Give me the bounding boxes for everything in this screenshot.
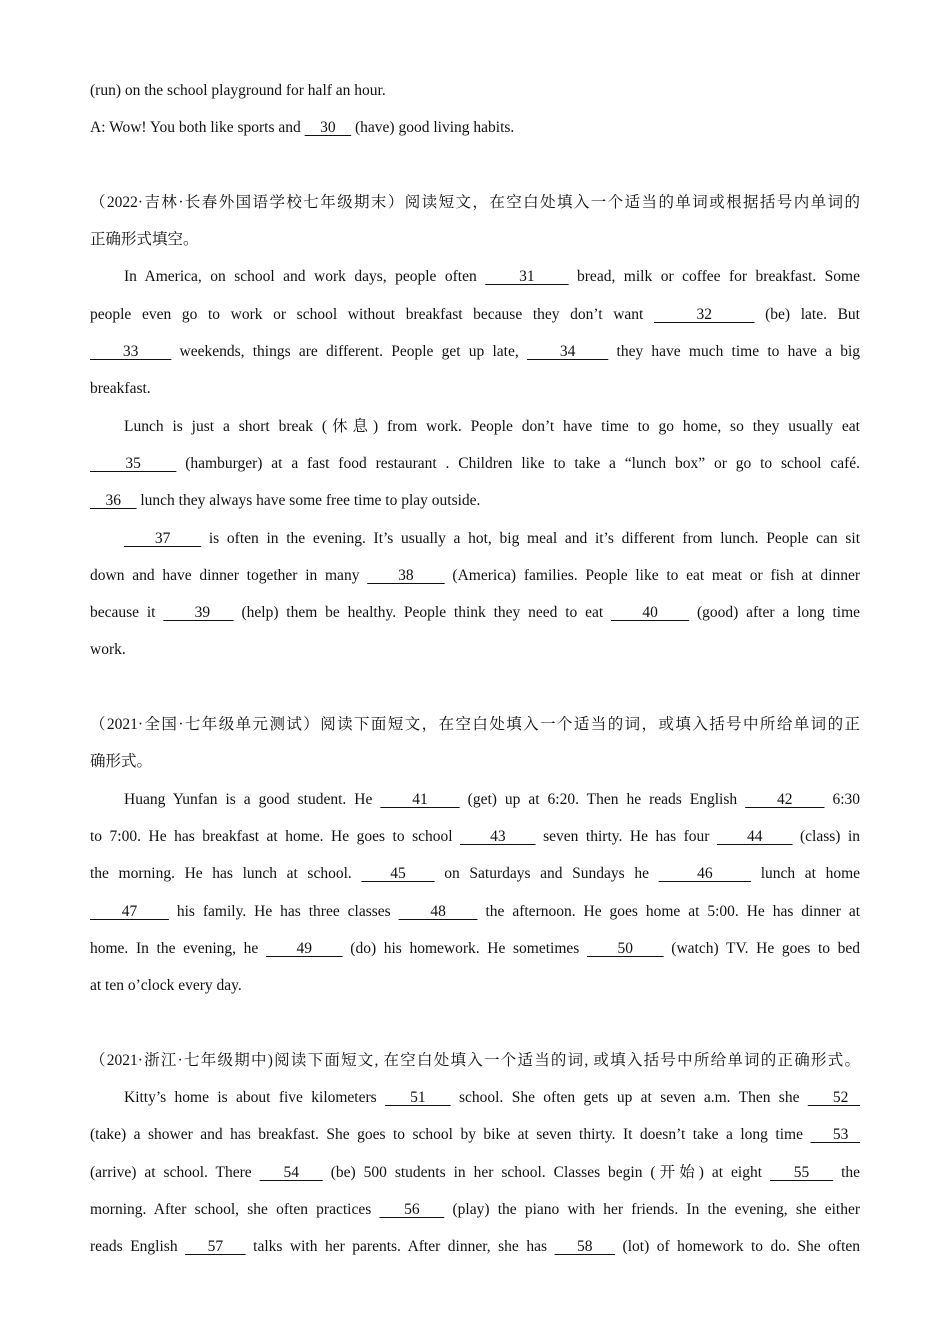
paragraph-gap xyxy=(90,669,860,706)
answer-blank: 53 xyxy=(810,1126,861,1144)
paragraph-gap xyxy=(90,1004,860,1041)
text-line xyxy=(90,781,860,818)
line-text: seven thirty. He has four xyxy=(535,827,717,845)
answer-blank: 46 xyxy=(658,865,752,883)
answer-blank: 33 xyxy=(90,343,172,361)
line-text: (lot) of homework to do. She often xyxy=(615,1238,861,1256)
answer-blank: 47 xyxy=(90,902,169,920)
answer-blank: 40 xyxy=(611,604,690,622)
answer-blank: 43 xyxy=(460,827,536,845)
text-line xyxy=(90,706,860,743)
line-text: （2022·吉林·长春外国语学校七年级期末）阅读短文，在空白处填入一个适当的单词或根据括号内单词的 xyxy=(90,193,860,211)
line-text: Lunch is just a short break (休息) from work. People don’t have time to go home, so they usually eat xyxy=(124,417,860,435)
line-text: (have) good living habits. xyxy=(351,119,515,137)
line-text: down and have dinner together in many xyxy=(90,566,368,584)
line-text: weekends, things are different. People get up late, xyxy=(171,343,527,361)
line-text: In America, on school and work days, people often xyxy=(124,268,486,286)
line-text: (help) them be healthy. People think they need to eat xyxy=(233,604,612,622)
text-line xyxy=(90,109,860,146)
text-line xyxy=(90,258,860,295)
line-text: (be) 500 students in her school. Classes begin (开始) at eight xyxy=(322,1163,770,1181)
line-text: on Saturdays and Sundays he xyxy=(434,865,659,883)
line-text: the afternoon. He goes home at 5:00. He has dinner at xyxy=(477,902,861,920)
line-text: people even go to work or school without breakfast because they don’t want xyxy=(90,305,654,323)
line-text: (arrive) at school. There xyxy=(90,1163,260,1181)
line-text: reads English xyxy=(90,1238,186,1256)
text-line xyxy=(90,631,860,668)
line-text: lunch at home xyxy=(751,865,861,883)
text-line xyxy=(90,930,860,967)
line-text: because it xyxy=(90,604,164,622)
line-text: at ten o’clock every day. xyxy=(90,977,242,995)
line-text: to 7:00. He has breakfast at home. He goes to school xyxy=(90,827,461,845)
text-line xyxy=(90,520,860,557)
answer-blank: 35 xyxy=(90,454,177,472)
line-text: work. xyxy=(90,641,126,659)
answer-blank: 37 xyxy=(124,529,202,547)
line-text: (hamburger) at a fast food restaurant . Children like to take a “lunch box” or go to school café. xyxy=(176,454,860,472)
text-line xyxy=(90,818,860,855)
text-line xyxy=(90,184,860,221)
text-line xyxy=(90,333,860,370)
answer-blank: 42 xyxy=(745,790,825,808)
text-line xyxy=(90,1154,860,1191)
text-line xyxy=(90,482,860,519)
text-line xyxy=(90,1042,860,1079)
text-line xyxy=(90,1228,860,1265)
line-text: they have much time to have a big xyxy=(608,343,861,361)
line-text: (good) after a long time xyxy=(689,604,861,622)
text-line xyxy=(90,408,860,445)
text-line xyxy=(90,296,860,333)
answer-blank: 36 xyxy=(90,492,137,510)
line-text: his family. He has three classes xyxy=(168,902,399,920)
line-text: (watch) TV. He goes to bed xyxy=(663,939,861,957)
answer-blank: 51 xyxy=(385,1089,451,1107)
answer-blank: 52 xyxy=(807,1089,860,1107)
answer-blank: 34 xyxy=(526,343,609,361)
line-text: (play) the piano with her friends. In the evening, she either xyxy=(444,1200,860,1218)
line-text: (class) in xyxy=(792,827,861,845)
answer-blank: 56 xyxy=(379,1200,445,1218)
line-text: (get) up at 6:20. Then he reads English xyxy=(459,790,746,808)
line-text: home. In the evening, he xyxy=(90,939,266,957)
line-text: Huang Yunfan is a good student. He xyxy=(124,790,381,808)
line-text: morning. After school, she often practices xyxy=(90,1200,380,1218)
answer-blank: 57 xyxy=(185,1238,246,1256)
line-text: talks with her parents. After dinner, she has xyxy=(245,1238,555,1256)
text-line xyxy=(90,370,860,407)
line-text: breakfast. xyxy=(90,380,151,398)
line-text: （2021·全国·七年级单元测试）阅读下面短文，在空白处填入一个适当的词，或填入括号中所给单词的正 xyxy=(90,716,860,734)
line-text: bread, milk or coffee for breakfast. Some xyxy=(568,268,860,286)
answer-blank: 41 xyxy=(380,790,460,808)
line-text: （2021·浙江·七年级期中)阅读下面短文, 在空白处填入一个适当的词, 或填入括号中所给单词的正确形式。 xyxy=(90,1051,860,1069)
line-text: school. She often gets up at seven a.m. Then she xyxy=(450,1089,808,1107)
line-text: 正确形式填空。 xyxy=(90,231,199,249)
line-text: the xyxy=(833,1163,861,1181)
answer-blank: 48 xyxy=(398,902,478,920)
text-line xyxy=(90,1079,860,1116)
text-line xyxy=(90,1116,860,1153)
answer-blank: 58 xyxy=(554,1238,616,1256)
text-line xyxy=(90,594,860,631)
text-line xyxy=(90,743,860,780)
line-text: Kitty’s home is about five kilometers xyxy=(124,1089,386,1107)
line-text: the morning. He has lunch at school. xyxy=(90,865,362,883)
answer-blank: 49 xyxy=(265,939,343,957)
text-line xyxy=(90,893,860,930)
answer-blank: 32 xyxy=(653,305,755,323)
document-page xyxy=(90,72,860,1266)
line-text: (be) late. But xyxy=(754,305,860,323)
paragraph-gap xyxy=(90,147,860,184)
line-text: (do) his homework. He sometimes xyxy=(342,939,587,957)
answer-blank: 55 xyxy=(769,1163,834,1181)
line-text: 6:30 xyxy=(824,790,861,808)
answer-blank: 44 xyxy=(716,827,793,845)
text-line xyxy=(90,967,860,1004)
answer-blank: 50 xyxy=(586,939,664,957)
line-text: A: Wow! You both like sports and xyxy=(90,119,305,137)
answer-blank: 38 xyxy=(367,566,445,584)
answer-blank: 54 xyxy=(259,1163,323,1181)
text-line xyxy=(90,855,860,892)
text-line xyxy=(90,1191,860,1228)
line-text: lunch they always have some free time to play outside. xyxy=(136,492,481,510)
text-line xyxy=(90,221,860,258)
answer-blank: 30 xyxy=(304,119,352,137)
answer-blank: 45 xyxy=(361,865,435,883)
line-text: 确形式。 xyxy=(90,753,153,771)
line-text: (run) on the school playground for half an hour. xyxy=(90,82,386,99)
text-line xyxy=(90,445,860,482)
answer-blank: 39 xyxy=(163,604,234,622)
text-line xyxy=(90,72,860,109)
text-line xyxy=(90,557,860,594)
line-text: (take) a shower and has breakfast. She goes to school by bike at seven thirty. It doesn’t take a long time xyxy=(90,1126,811,1144)
line-text: is often in the evening. It’s usually a hot, big meal and it’s different from lunch. People can sit xyxy=(201,529,860,547)
line-text: (America) families. People like to eat meat or fish at dinner xyxy=(444,566,860,584)
answer-blank: 31 xyxy=(485,268,569,286)
